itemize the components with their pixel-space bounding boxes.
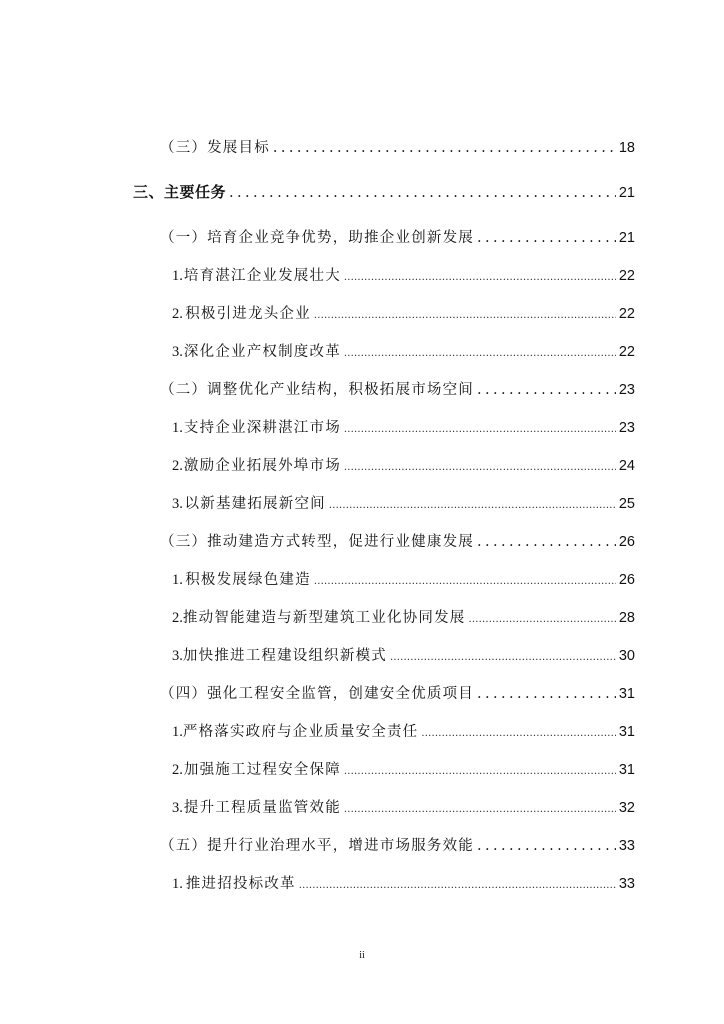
toc-entry-title: 培育湛江企业发展壮大: [183, 268, 341, 284]
toc-entry-title: （三）发展目标: [160, 140, 270, 156]
toc-entry[interactable]: [160, 679, 635, 709]
toc-entry-number: 2.: [172, 762, 183, 778]
toc-dot-leader: [421, 719, 615, 749]
toc-entry-page-number: 28: [618, 610, 635, 626]
toc-entry-page-number: 18: [618, 140, 635, 156]
toc-entry-page-number: 31: [618, 686, 635, 702]
toc-entry-number: 3.: [172, 800, 183, 816]
toc-entry-title: 支持企业深耕湛江市场: [183, 420, 341, 436]
toc-entry-page-number: 33: [618, 838, 635, 854]
toc-entry-page-number: 31: [618, 724, 635, 740]
toc-dot-leader: [229, 178, 616, 208]
toc-dot-leader: [299, 871, 616, 901]
toc-entry-number: 2.: [172, 458, 183, 474]
toc-entry-title: 提升工程质量监管效能: [183, 800, 341, 816]
toc-entry-page-number: 21: [618, 230, 635, 246]
toc-entry-page-number: 22: [618, 268, 635, 284]
toc-entry-number: 3.: [172, 496, 183, 512]
toc-entry[interactable]: [172, 793, 635, 823]
toc-entry-title: 推动智能建造与新型建筑工业化协同发展: [182, 610, 466, 626]
page-footer-number: ii: [359, 950, 365, 961]
toc-entry-number: 2.: [172, 610, 183, 626]
toc-entry[interactable]: [172, 603, 635, 633]
toc-dot-leader: [344, 757, 616, 787]
toc-dot-leader: [329, 491, 616, 521]
toc-entry[interactable]: [160, 223, 635, 253]
toc-entry-number: 1.: [172, 724, 183, 740]
toc-entry-title: （二）调整优化产业结构，积极拓展市场空间: [160, 382, 474, 398]
toc-entry[interactable]: [172, 717, 635, 747]
toc-entry-title: 严格落实政府与企业质量安全责任: [182, 724, 419, 740]
toc-entry-title: （四）强化工程安全监管，创建安全优质项目: [160, 686, 474, 702]
toc-entry-title: （五）提升行业治理水平，增进市场服务效能: [160, 838, 474, 854]
toc-entry-page-number: 22: [618, 306, 635, 322]
toc-entry-page-number: 24: [618, 458, 635, 474]
toc-entry-title: 深化企业产权制度改革: [183, 344, 341, 360]
toc-entry-number: 1.: [172, 420, 183, 436]
toc-entry[interactable]: [172, 755, 635, 785]
toc-entry[interactable]: [172, 451, 635, 481]
toc-entry[interactable]: [172, 337, 635, 367]
toc-dot-leader: [344, 263, 616, 293]
toc-entry-number: 3.: [172, 648, 183, 664]
toc-dot-leader: [477, 679, 616, 709]
toc-entry-title: 积极发展绿色建造: [185, 572, 311, 588]
toc-entry-page-number: 25: [618, 496, 635, 512]
toc-entry-page-number: 21: [618, 185, 635, 201]
toc-entry-title: （一）培育企业竞争优势，助推企业创新发展: [160, 230, 474, 246]
toc-dot-leader: [344, 795, 616, 825]
toc-entry-page-number: 32: [618, 800, 635, 816]
toc-entry-number: 2.: [172, 306, 183, 322]
toc-entry-title: 加强施工过程安全保障: [183, 762, 341, 778]
toc-entry-title: （三）推动建造方式转型，促进行业健康发展: [160, 534, 474, 550]
toc-dot-leader: [477, 527, 616, 557]
toc-dot-leader: [468, 605, 615, 635]
toc-entry[interactable]: [172, 565, 635, 595]
toc-entry[interactable]: [172, 489, 635, 519]
toc-entry[interactable]: [160, 527, 635, 557]
toc-entry[interactable]: [172, 261, 635, 291]
toc-dot-leader: [314, 301, 616, 331]
toc-entry-title: 激励企业拓展外埠市场: [183, 458, 341, 474]
toc-entry[interactable]: [160, 133, 635, 163]
toc-entry-page-number: 26: [618, 572, 635, 588]
toc-entry-page-number: 30: [618, 648, 635, 664]
toc-dot-leader: [477, 223, 616, 253]
toc-dot-leader: [344, 453, 616, 483]
toc-dot-leader: [273, 133, 616, 163]
toc-entry-page-number: 31: [618, 762, 635, 778]
toc-entry-number: 1.: [172, 876, 183, 892]
toc-entry-number: 3.: [172, 344, 183, 360]
toc-dot-leader: [477, 375, 616, 405]
toc-entry-title: 推进招投标改革: [185, 876, 296, 892]
toc-dot-leader: [344, 339, 616, 369]
toc-entry-page-number: 22: [618, 344, 635, 360]
toc-entry[interactable]: [172, 869, 635, 899]
toc-entry[interactable]: [172, 641, 635, 671]
toc-entry[interactable]: [172, 413, 635, 443]
toc-dot-leader: [477, 831, 616, 861]
toc-entry-page-number: 33: [618, 876, 635, 892]
toc-dot-leader: [390, 643, 616, 673]
toc-entry-page-number: 26: [618, 534, 635, 550]
toc-dot-leader: [344, 415, 616, 445]
toc-entry-title: 加快推进工程建设组织新模式: [182, 648, 387, 664]
toc-entry[interactable]: [172, 299, 635, 329]
toc-entry[interactable]: [160, 831, 635, 861]
toc-entry-page-number: 23: [618, 420, 635, 436]
toc-entry-number: 1.: [172, 268, 183, 284]
toc-entry-number: 1.: [172, 572, 183, 588]
toc-entry[interactable]: [160, 375, 635, 405]
toc-entry-title: 以新基建拓展新空间: [184, 496, 326, 512]
toc-entry-title: 三、主要任务: [133, 184, 227, 201]
toc-dot-leader: [314, 567, 616, 597]
toc-entry-title: 积极引进龙头企业: [185, 306, 311, 322]
toc-entry[interactable]: [133, 178, 635, 208]
toc-entry-page-number: 23: [618, 382, 635, 398]
